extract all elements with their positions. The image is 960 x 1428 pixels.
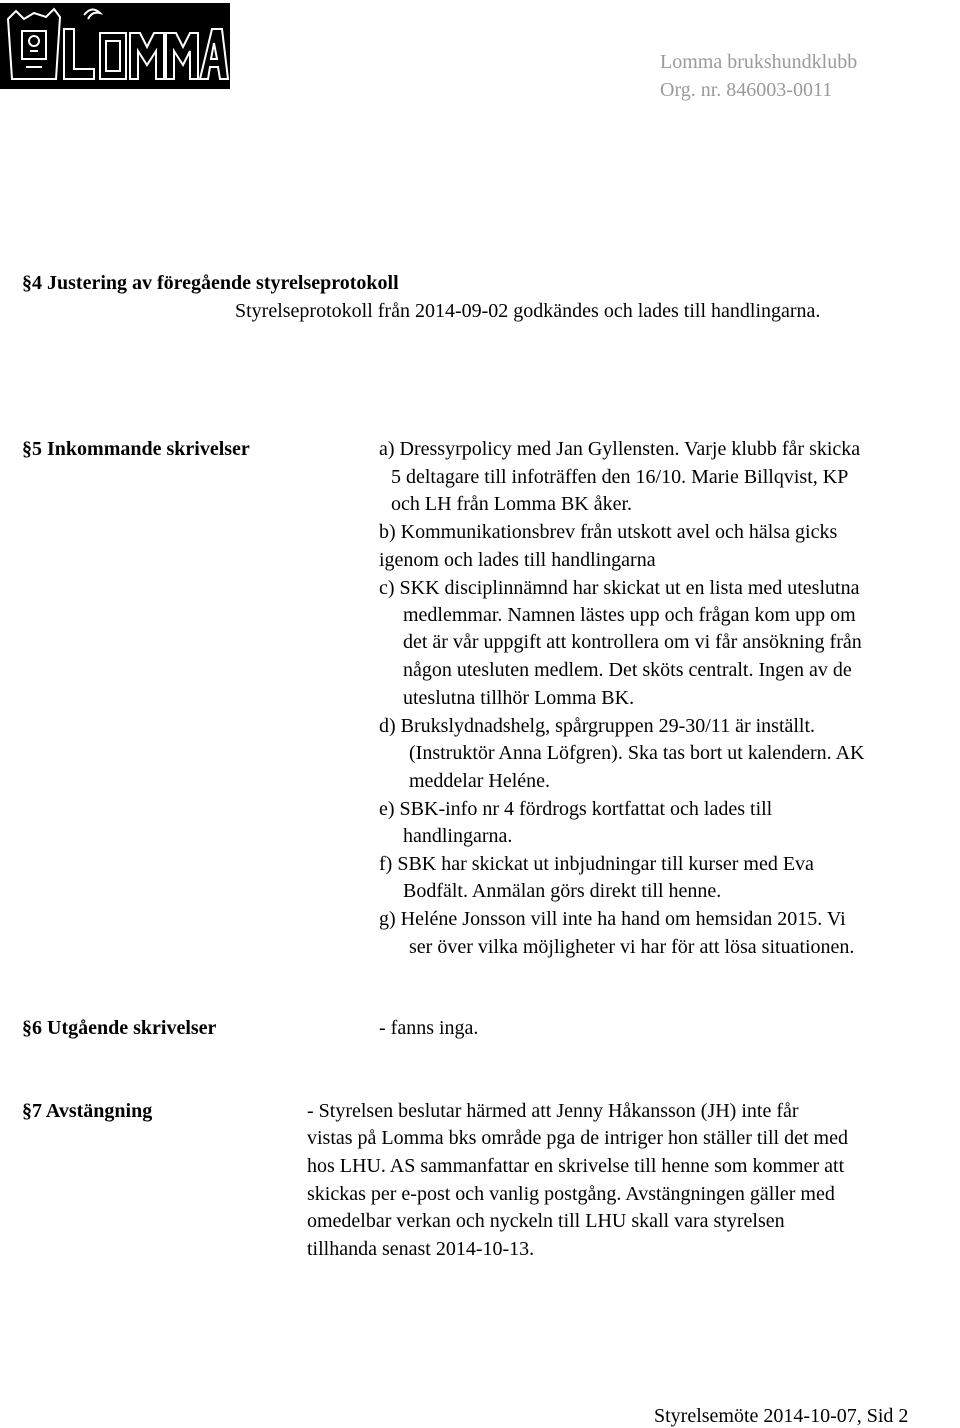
section-5-line: meddelar Heléne. <box>409 770 551 792</box>
section-6-text: - fanns inga. <box>379 1017 479 1039</box>
section-5-line: f) SBK har skickat ut inbjudningar till kurser med Eva <box>379 853 814 875</box>
section-5-line: a) Dressyrpolicy med Jan Gyllensten. Varje klubb får skicka <box>379 438 861 460</box>
page-footer: Styrelsemöte 2014-10-07, Sid 2 <box>654 1405 909 1427</box>
section-6-heading: §6 Utgående skrivelser <box>22 1017 217 1039</box>
section-5-line: d) Brukslydnadshelg, spårgruppen 29-30/11 är inställt. <box>379 715 816 737</box>
section-7-line: - Styrelsen beslutar härmed att Jenny Håkansson (JH) inte får <box>307 1100 799 1122</box>
section-5-line: e) SBK-info nr 4 fördrogs kortfattat och lades till <box>379 798 773 820</box>
section-5-line: Bodfält. Anmälan görs direkt till henne. <box>403 880 722 902</box>
section-5-line: handlingarna. <box>403 825 513 847</box>
lomma-logo-graphic <box>0 3 230 89</box>
section-4-heading: §4 Justering av föregående styrelseprotokoll <box>22 272 399 294</box>
section-5-line: b) Kommunikationsbrev från utskott avel och hälsa gicks <box>379 521 838 543</box>
section-5-line: igenom och lades till handlingarna <box>379 549 656 571</box>
section-5-line: någon utesluten medlem. Det sköts centralt. Ingen av de <box>403 659 852 681</box>
section-7-heading: §7 Avstängning <box>22 1100 153 1122</box>
section-7-line: omedelbar verkan och nyckeln till LHU skall vara styrelsen <box>307 1210 785 1232</box>
section-7-line: tillhanda senast 2014-10-13. <box>307 1238 535 1260</box>
section-5-line: (Instruktör Anna Löfgren). Ska tas bort ut kalendern. AK <box>409 742 865 764</box>
lomma-logo <box>0 3 230 89</box>
section-5-line: och LH från Lomma BK åker. <box>391 493 633 515</box>
section-7-line: vistas på Lomma bks område pga de intriger hon ställer till det med <box>307 1127 848 1149</box>
section-4-text: Styrelseprotokoll från 2014-09-02 godkändes och lades till handlingarna. <box>235 300 821 322</box>
club-name: Lomma brukshundklubb <box>660 51 858 73</box>
section-5-line: 5 deltagare till infoträffen den 16/10. Marie Billqvist, KP <box>391 466 849 488</box>
section-5-line: c) SKK disciplinnämnd har skickat ut en lista med uteslutna <box>379 577 860 599</box>
section-5-line: uteslutna tillhör Lomma BK. <box>403 687 635 709</box>
section-5-heading: §5 Inkommande skrivelser <box>22 438 250 460</box>
section-7-line: hos LHU. AS sammanfattar en skrivelse till henne som kommer att <box>307 1155 845 1177</box>
section-5-line: g) Heléne Jonsson vill inte ha hand om hemsidan 2015. Vi <box>379 908 846 930</box>
section-5-line: det är vår uppgift att kontrollera om vi får ansökning från <box>403 631 862 653</box>
section-7-line: skickas per e-post och vanlig postgång. Avstängningen gäller med <box>307 1183 835 1205</box>
section-5-line: medlemmar. Namnen lästes upp och frågan kom upp om <box>403 604 856 626</box>
section-5-line: ser över vilka möjligheter vi har för att lösa situationen. <box>409 936 855 958</box>
org-number: Org. nr. 846003-0011 <box>660 79 833 101</box>
